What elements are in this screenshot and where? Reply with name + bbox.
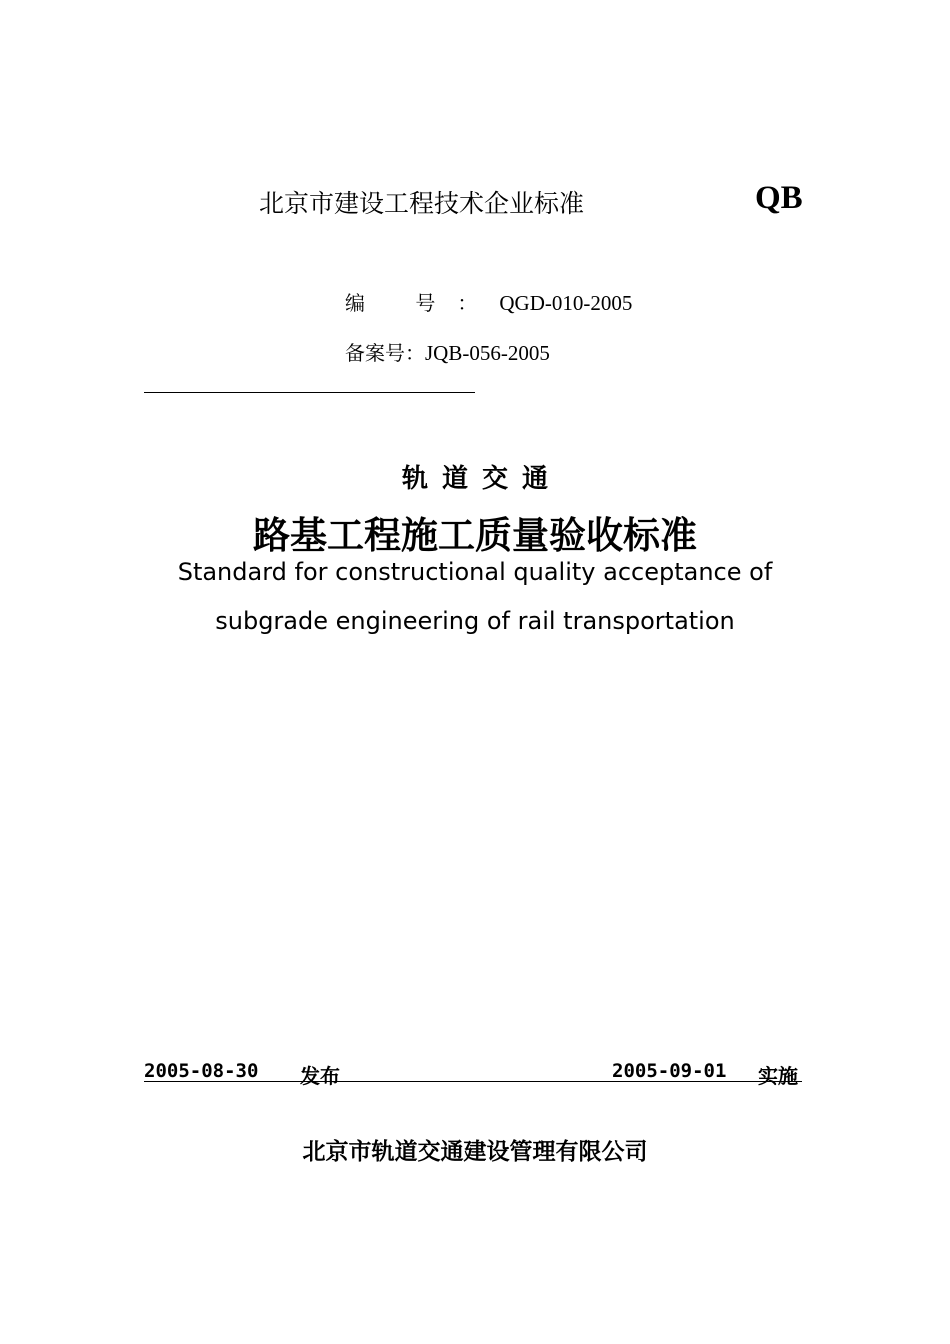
publish-label: 发布 xyxy=(300,1064,340,1088)
bottom-divider xyxy=(144,1081,802,1082)
implement-date: 2005-09-01 xyxy=(612,1060,727,1082)
record-number-row xyxy=(345,337,550,366)
standard-number-label: 编 号： xyxy=(345,291,500,315)
english-title-line-2: subgrade engineering of rail transportation xyxy=(215,607,735,635)
document-subtitle: 轨道交通 xyxy=(401,464,562,494)
record-number-value: JQB-056-2005 xyxy=(425,341,550,365)
publish-date: 2005-08-30 xyxy=(144,1060,259,1082)
implement-label: 实施 xyxy=(758,1064,798,1088)
issuing-company: 北京市轨道交通建设管理有限公司 xyxy=(302,1139,648,1165)
english-title-line-1: Standard for constructional quality acceptance of xyxy=(177,558,773,586)
record-number-label: 备案号： xyxy=(345,341,425,365)
standard-number-value: QGD-010-2005 xyxy=(499,291,633,315)
standard-category: 北京市建设工程技术企业标准 xyxy=(259,189,585,218)
standard-number-row xyxy=(345,287,632,316)
document-title: 路基工程施工质量验收标准 xyxy=(253,514,697,557)
top-divider xyxy=(144,392,475,393)
standard-code: QB xyxy=(755,180,803,216)
